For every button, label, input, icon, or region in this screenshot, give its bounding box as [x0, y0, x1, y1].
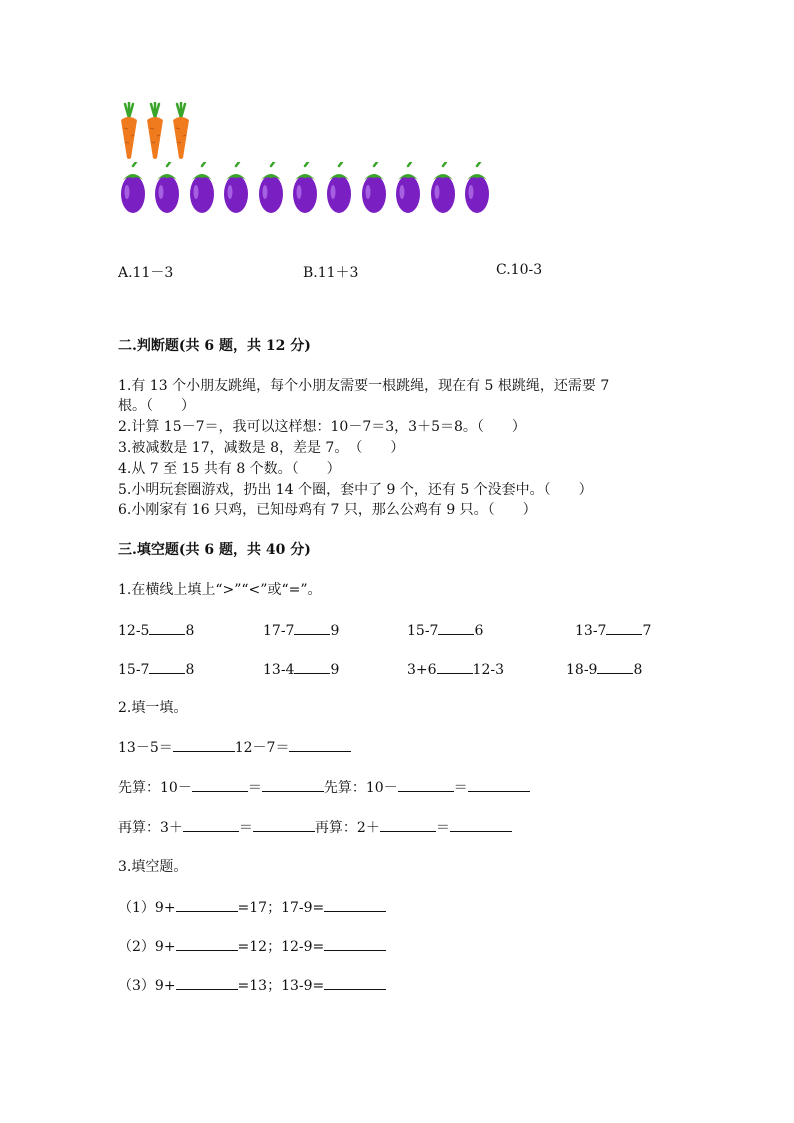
carrot-row — [118, 102, 196, 160]
eggplant-icon — [359, 162, 389, 214]
answer-blank[interactable] — [324, 975, 386, 990]
compare-1-3: 15-7 6 — [407, 620, 483, 639]
section3-title: 三.填空题(共 6 题，共 40 分) — [118, 542, 311, 558]
answer-blank[interactable] — [606, 620, 642, 635]
answer-blank[interactable] — [289, 737, 351, 752]
answer-blank[interactable] — [149, 659, 185, 674]
eggplant-icon — [290, 162, 320, 214]
compare-2-2: 13-4 9 — [263, 659, 339, 678]
answer-blank[interactable] — [450, 817, 512, 832]
eggplant-icon — [221, 162, 251, 214]
carrot-icon — [170, 102, 192, 160]
answer-blank[interactable] — [398, 777, 454, 792]
compare-1-4: 13-7 7 — [575, 620, 651, 639]
judge-item-6: 6.小刚家有 16 只鸡，已知母鸡有 7 只，那么公鸡有 9 只。（ ） — [118, 502, 537, 518]
eggplant-icon — [393, 162, 423, 214]
eggplant-icon — [118, 162, 148, 214]
answer-blank[interactable] — [437, 659, 473, 674]
eggplant-icon — [187, 162, 217, 214]
answer-blank[interactable] — [438, 620, 474, 635]
eggplant-row — [118, 162, 496, 214]
compare-2-3: 3+6 12-3 — [407, 659, 504, 678]
q3-item-3: （3）9+ =13；13-9= — [118, 975, 386, 995]
eggplant-icon — [428, 162, 458, 214]
q2-prompt: 2.填一填。 — [118, 700, 188, 716]
q1-prompt: 1.在横线上填上“>”“<”或“=”。 — [118, 582, 322, 598]
answer-blank[interactable] — [149, 620, 185, 635]
q3-prompt: 3.填空题。 — [118, 859, 188, 875]
section2-title: 二.判断题(共 6 题，共 12 分) — [118, 338, 311, 354]
q3-item-2: （2）9+ =12；12-9= — [118, 936, 386, 956]
eggplant-icon — [152, 162, 182, 214]
carrot-icon — [118, 102, 140, 160]
answer-blank[interactable] — [176, 897, 238, 912]
answer-blank[interactable] — [176, 936, 238, 951]
answer-blank[interactable] — [262, 777, 324, 792]
answer-blank[interactable] — [183, 817, 239, 832]
q3-item-1: （1）9+ =17；17-9= — [118, 897, 386, 917]
answer-blank[interactable] — [253, 817, 315, 832]
answer-blank[interactable] — [173, 737, 235, 752]
compare-2-4: 18-9 8 — [566, 659, 642, 678]
judge-item-5: 5.小明玩套圈游戏，扔出 14 个圈，套中了 9 个，还有 5 个没套中。（ ） — [118, 482, 593, 498]
judge-item-4: 4.从 7 至 15 共有 8 个数。（ ） — [118, 461, 341, 477]
compare-2-1: 15-7 8 — [118, 659, 194, 678]
option-c: C.10-3 — [496, 262, 543, 278]
eggplant-icon — [462, 162, 492, 214]
answer-blank[interactable] — [294, 620, 330, 635]
judge-item-1-cont: 根。（ ） — [118, 398, 195, 414]
answer-blank[interactable] — [380, 817, 436, 832]
answer-blank[interactable] — [324, 936, 386, 951]
option-a: A.11－3 — [118, 265, 174, 281]
judge-item-3: 3.被减数是 17，减数是 8，差是 7。 （ ） — [118, 440, 405, 456]
option-b: B.11＋3 — [303, 265, 359, 281]
compare-1-1: 12-5 8 — [118, 620, 194, 639]
eggplant-icon — [256, 162, 286, 214]
answer-blank[interactable] — [294, 659, 330, 674]
judge-item-2: 2.计算 15－7＝，我可以这样想：10－7＝3，3＋5＝8。（ ） — [118, 419, 526, 435]
answer-blank[interactable] — [176, 975, 238, 990]
answer-blank[interactable] — [468, 777, 530, 792]
eggplant-icon — [324, 162, 354, 214]
answer-blank[interactable] — [597, 659, 633, 674]
q2-then-row: 再算：3＋ ＝ 再算：2＋ ＝ — [118, 817, 512, 837]
answer-blank[interactable] — [324, 897, 386, 912]
q2-equations: 13－5＝ 12－7＝ — [118, 737, 351, 757]
judge-item-1: 1.有 13 个小朋友跳绳，每个小朋友需要一根跳绳，现在有 5 根跳绳，还需要 7 — [118, 378, 610, 394]
carrot-icon — [144, 102, 166, 160]
answer-blank[interactable] — [192, 777, 248, 792]
q2-first-row: 先算：10－ ＝ 先算：10－ ＝ — [118, 777, 530, 797]
compare-1-2: 17-7 9 — [263, 620, 339, 639]
